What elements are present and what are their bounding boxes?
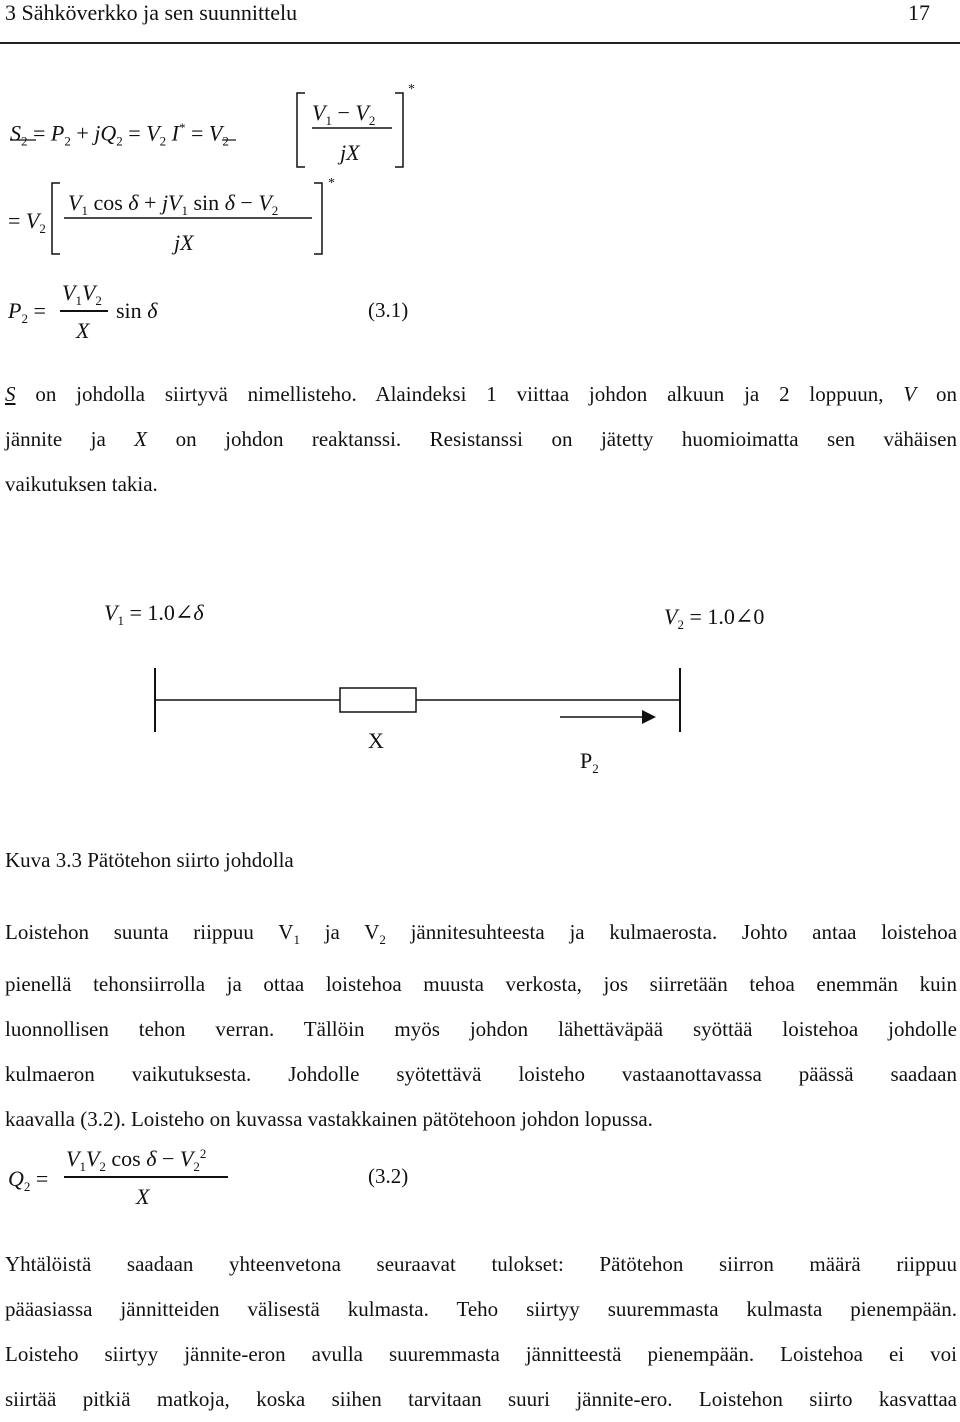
v2-label: $V_2$ = 1.0∠0 [664, 604, 765, 632]
paragraph-1: S on johdolla siirtyvä nimellisteho. Alaindeksi 1 viittaa johdon alkuun ja 2 loppuun, V on jännite ja X on johdon reaktanssi. Resistanssi on jätetty huomioimatta sen vähäisen vaikutuksen takia. [5, 382, 958, 496]
equation-label-3-1: (3.1) [368, 298, 409, 322]
single-line-diagram [0, 660, 960, 740]
inline-s: S [5, 382, 16, 406]
reactance-box [340, 688, 416, 712]
page-number: 17 [908, 0, 930, 25]
figure-caption: Kuva 3.3 Pätötehon siirto johdolla [5, 848, 294, 872]
paragraph-2: Loistehon suunta riippuu $V_1$ ja $V_2$ jännitesuhteesta ja kulmaerosta. Johto antaa loistehoa pienellä tehonsiirrolla ja ottaa loistehoa muusta verkosta, jos siirretään tehoa enemmän kuin luonnollisen tehon verran. Tällöin myös johdon lähettäväpää syöttää loistehoa johdolle kulmaeron vaikutuksesta. Johdolle syötettävä loisteho vastaanottavassa päässä saadaan kaavalla (3.2). Loisteho on kuvassa vastakkainen pätötehoon johdon lopussa. [5, 920, 958, 1131]
x-label: X [368, 728, 384, 753]
p2-label: $P_2$ [580, 748, 599, 776]
chapter-header: 3 Sähköverkko ja sen suunnittelu [5, 0, 298, 25]
paragraph-3: Yhtälöistä saadaan yhteenvetona seuraavat tulokset: Pätötehon siirron määrä riippuu pääasiassa jännitteiden välisestä kulmasta. Teho siirtyy suuremmasta kulmasta pienempään. Loisteho siirtyy jännite-eron avulla suuremmasta jännitteestä pienempään. Loistehoa ei voi siirtää pitkiä matkoja, koska siihen tarvitaan suuri jännite-ero. Loistehon siirto kasvattaa [5, 1252, 957, 1411]
v1-label: $V_1$ = 1.0∠δ [104, 600, 204, 628]
header-rule [0, 42, 960, 44]
equation-label-3-2: (3.2) [368, 1164, 409, 1188]
